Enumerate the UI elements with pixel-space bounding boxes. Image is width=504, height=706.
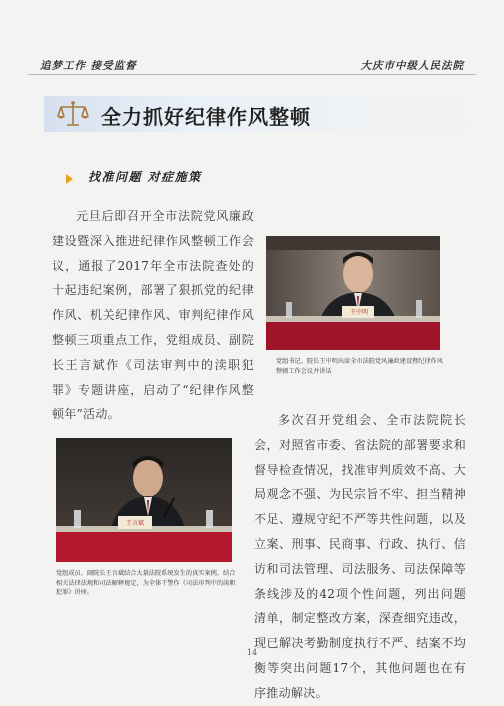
header-right-court-name: 大庆市中级人民法院 bbox=[360, 60, 464, 72]
photo1-nameplate: 王中明 bbox=[349, 309, 368, 316]
header-left-slogan: 追梦工作 接受监督 bbox=[40, 60, 137, 72]
paragraph-2: 多次召开党组会、全市法院院长会，对照省市委、省法院的部署要求和督导检查情况，找准审判质效不高、大局观念不强、为民宗旨不牢、担当精神不足、遵规守纪不严等共性问题，以及立案、刑事、民商事、行政、执行、信访和司法管理、司法服务、司法保障等条线涉及的42项个性问题，列出问题清单，制定整改方案，深查细究违改，现已解决考勤制度执行不严、结案不均衡等突出问题17个，其他问题也在有序推动解决。 bbox=[254, 413, 466, 700]
page-title: 全力抓好纪律作风整顿 bbox=[101, 105, 311, 129]
paragraph-1: 元旦后即召开全市法院党风廉政建设暨深入推进纪律作风整顿工作会议，通报了2017年全市法院查处的十起违纪案例，部署了狠抓党的纪律作风、机关纪律作风、审判纪律作风整顿三项重点工作，党组成员、副院长王言斌作《司法审判中的渎职犯罪》专题讲座，启动了“纪律作风整顿年”活动。 bbox=[52, 209, 254, 422]
photo2-caption: 党组成员、副院长王言斌结合大量法院系统发生的真实案例，结合相关法律法规和司法解释规定，为全体干警作《司法审判中的渎职犯罪》讲座。 bbox=[56, 570, 236, 596]
triangle-marker-icon bbox=[66, 174, 73, 184]
photo-lecture bbox=[56, 438, 232, 562]
photo1-caption: 党组书记、院长王中明出席全市法院党风廉政建设暨纪律作风整顿工作会议并讲话 bbox=[276, 358, 444, 375]
section-title: 找准问题 对症施策 bbox=[88, 170, 202, 184]
photo-meeting-speech bbox=[266, 236, 440, 350]
header-divider bbox=[28, 74, 476, 75]
photo2-nameplate: 王言斌 bbox=[125, 520, 144, 527]
page-number: 14 bbox=[246, 648, 258, 657]
scales-of-justice-icon bbox=[56, 100, 90, 128]
